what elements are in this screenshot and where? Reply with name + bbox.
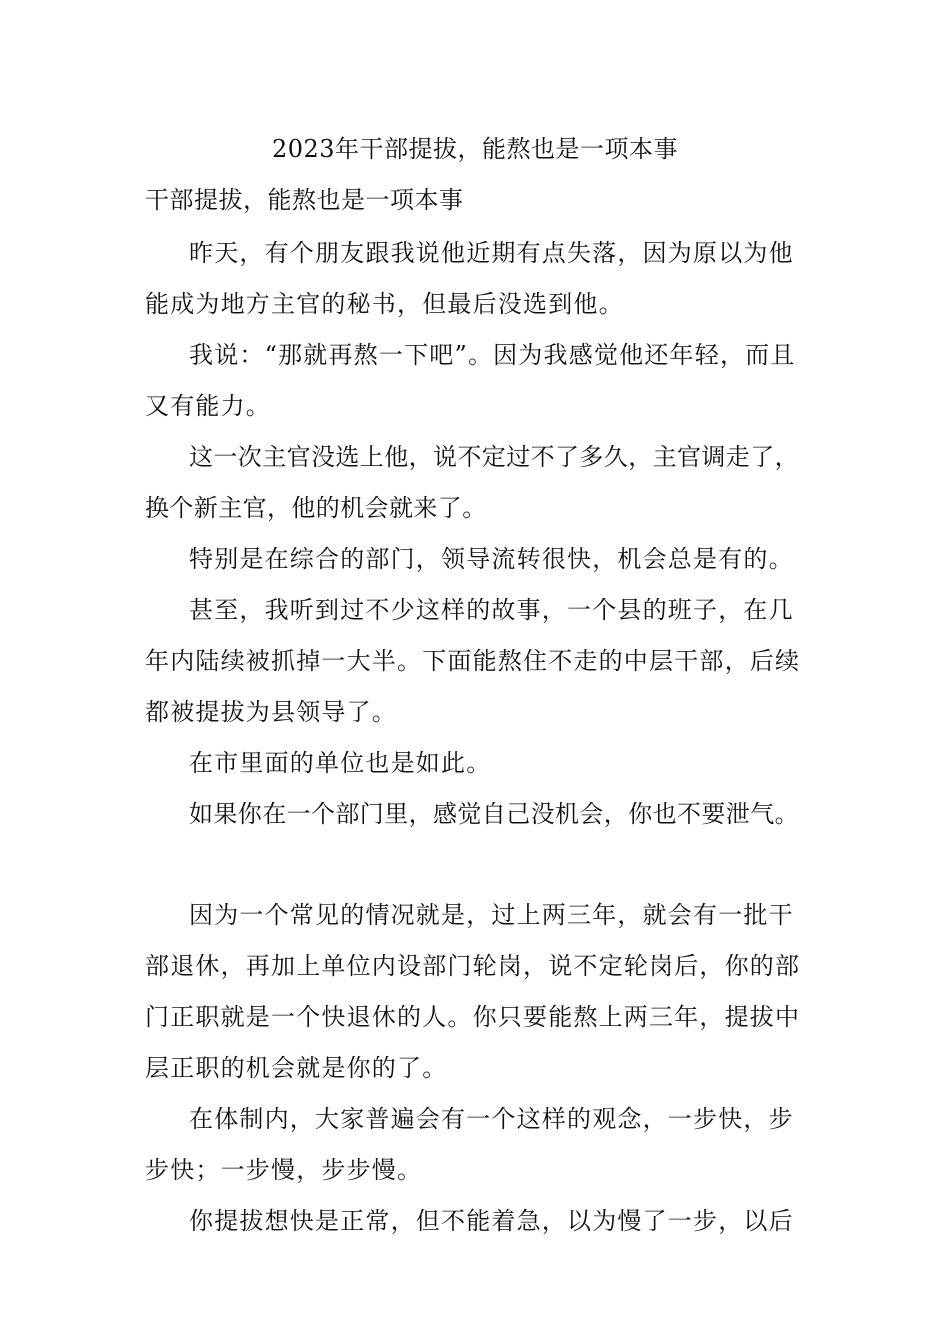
document-body: [145, 228, 815, 1247]
paragraph: 如果你在一个部门里，感觉自己没机会，你也不要泄气。: [189, 800, 799, 828]
paragraph: 在市里面的单位也是如此。: [189, 749, 492, 777]
paragraph: 你提拔想快是正常，但不能着急，以为慢了一步，以后: [189, 1207, 794, 1235]
paragraph: 特别是在综合的部门，领导流转很快，机会总是有的。: [189, 545, 794, 573]
paragraph: 昨天，有个朋友跟我说他近期有点失落，因为原以为他能成为地方主官的秘书，但最后没选到他。: [145, 239, 794, 318]
paragraph: 我说：“那就再熬一下吧”。因为我感觉他还年轻，而且又有能力。: [145, 341, 796, 420]
paragraph: 因为一个常见的情况就是，过上两三年，就会有一批干部退休，再加上单位内设部门轮岗，说不定轮岗后，你的部门正职就是一个快退休的人。你只要能熬上两三年，提拔中层正职的机会就是你的了。: [145, 901, 801, 1082]
paragraph: 甚至，我听到过不少这样的故事，一个县的班子，在几年内陆续被抓掉一大半。下面能熬住不走的中层干部，后续都被提拔为县领导了。: [145, 596, 801, 726]
paragraph: 在体制内，大家普遍会有一个这样的观念，一步快，步步快；一步慢，步步慢。: [145, 1105, 794, 1184]
document-title: 2023年干部提拔，能熬也是一项本事: [271, 135, 679, 163]
paragraph: 这一次主官没选上他，说不定过不了多久，主官调走了，换个新主官，他的机会就来了。: [145, 443, 799, 522]
document-subtitle: 干部提拔，能熬也是一项本事: [145, 186, 464, 214]
